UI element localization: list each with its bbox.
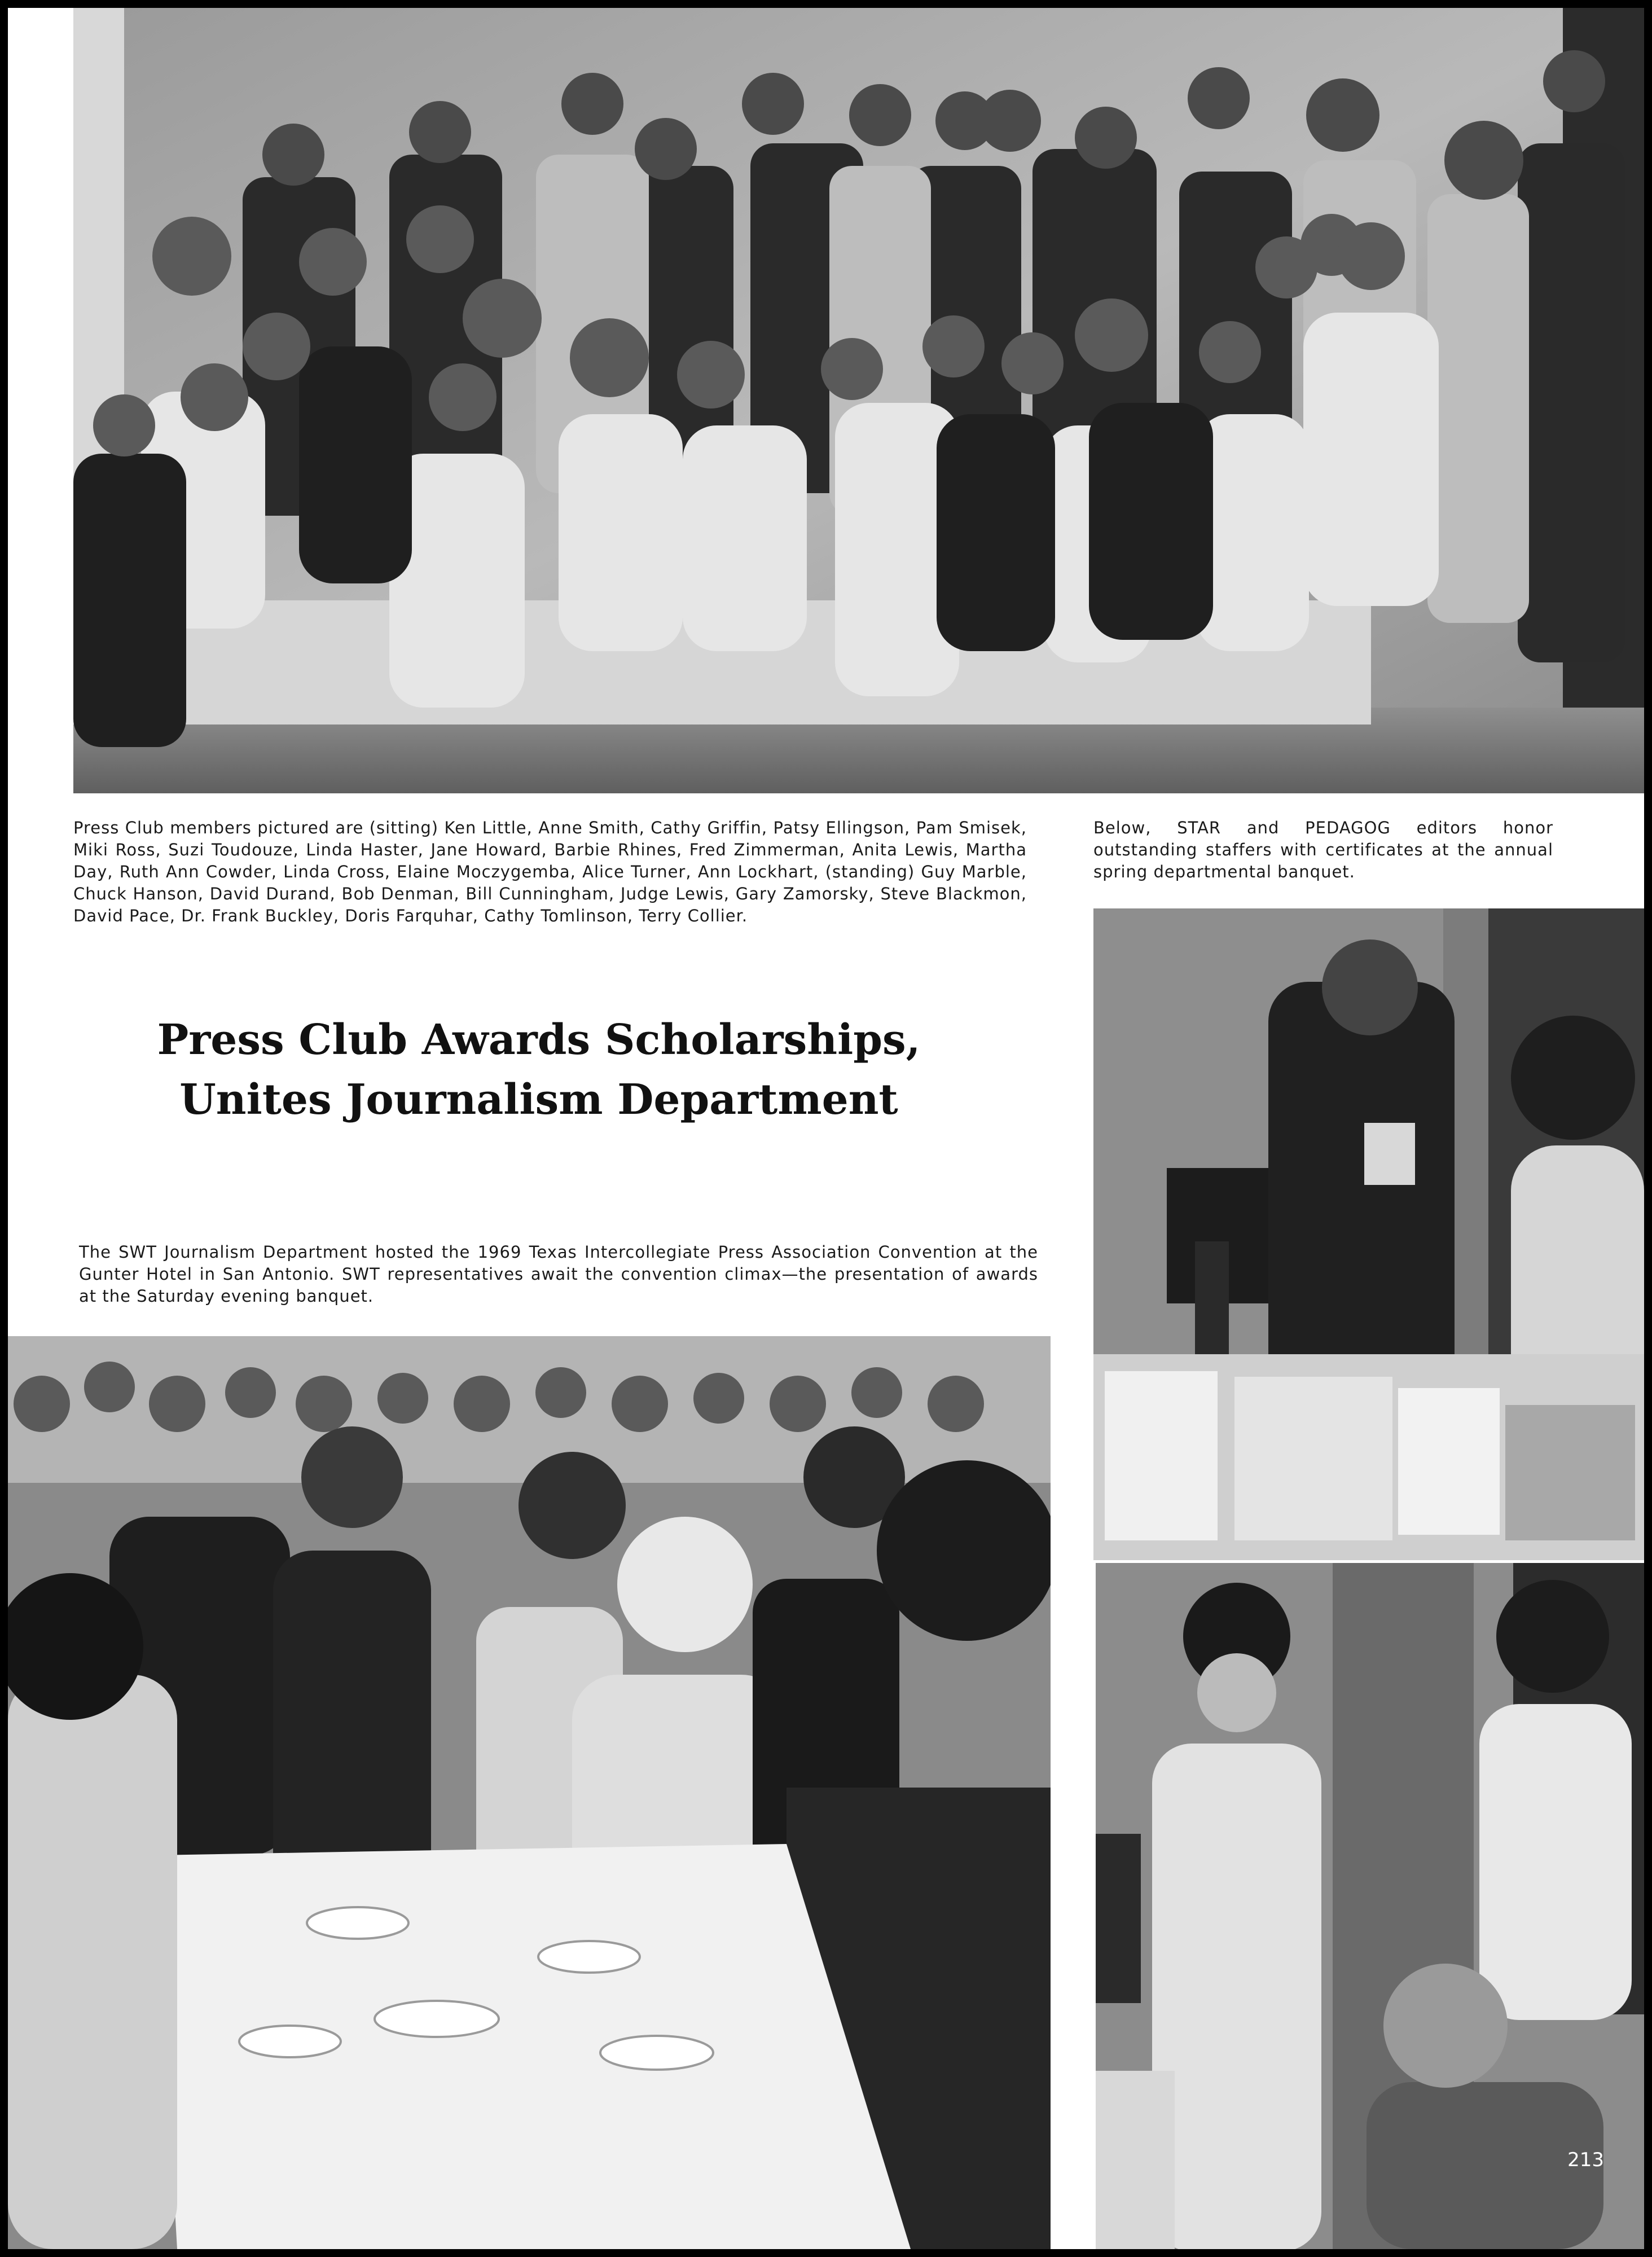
headline-line-1: Press Club Awards Scholarships,: [157, 1016, 921, 1064]
certificate-presentation-photo: [1096, 1563, 1644, 2249]
editors-award-photo: [1093, 908, 1644, 1560]
editors-photo-caption: Below, STAR and PEDAGOG editors honor outstanding staffers with certificates at the annual spring departmental banquet.: [1093, 818, 1553, 881]
headline-line-2: Unites Journalism Department: [179, 1075, 898, 1124]
press-club-group-photo: [73, 8, 1644, 793]
page-border-right: [1644, 0, 1652, 2257]
convention-banquet-photo: [8, 1336, 1051, 2249]
group-photo-caption: Press Club members pictured are (sitting) Ken Little, Anne Smith, Cathy Griffin, Patsy Ellingson, Pam Smisek, Miki Ross, Suzi Toudouze, Linda Haster, Jane Howard, Barbie Rhines, Fred Zimmerman, Anita Lewis, Martha Day, Ruth Ann Cowder, Linda Cross, Elaine Moczygemba, Alice Turner, Ann Lockhart, (standing) Guy Marble, Chuck Hanson, David Durand, Bob Denman, Bill Cunningham, Judge Lewis, Gary Zamorsky, Steve Blackmon, David Pace, Dr. Frank Buckley, Doris Farquhar, Cathy Tomlinson, Terry Collier.: [73, 818, 1027, 925]
article-headline: [73, 1010, 1004, 1130]
page-border-left: [0, 0, 8, 2257]
convention-caption: The SWT Journalism Department hosted the 1969 Texas Intercollegiate Press Association Convention at the Gunter Hotel in San Antonio. SWT representatives await the convention climax—the presentation of awards at the Saturday evening banquet.: [79, 1242, 1038, 1306]
page-border-bottom: [0, 2249, 1652, 2257]
page-border-top: [0, 0, 1652, 8]
page-number: 213: [1567, 2149, 1604, 2171]
